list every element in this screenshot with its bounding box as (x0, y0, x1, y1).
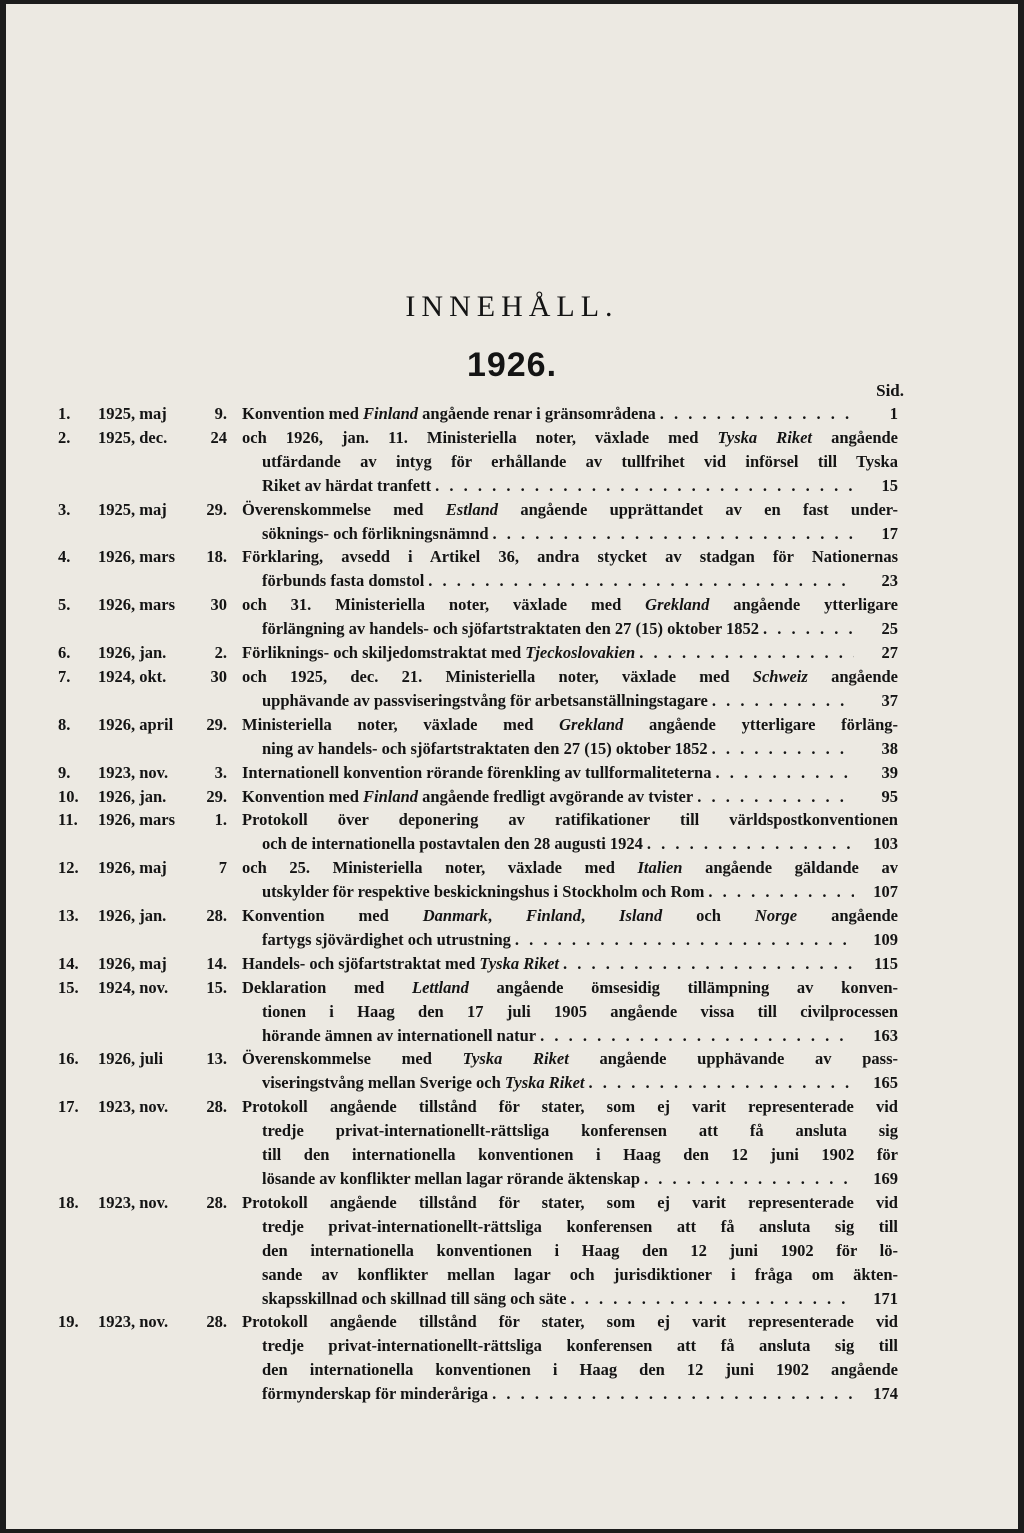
entry-date: 1926, jan. (98, 906, 167, 926)
entry-body (242, 641, 898, 665)
entry-line: lösande av konflikter mellan lagar rörande äktenskap . . . 169 (242, 1167, 898, 1191)
entry-body (242, 665, 898, 713)
contents-entry (58, 952, 898, 976)
entry-line: Förklaring, avsedd i Artikel 36, andra stycket av stadgan för Nationernas (242, 547, 898, 567)
contents-entry (58, 904, 898, 952)
entry-line: Protokoll angående tillstånd för stater, som ej varit representerade vid (242, 1097, 898, 1117)
entry-day: 29. (206, 786, 227, 806)
entry-body (242, 402, 898, 426)
entry-body (242, 545, 898, 593)
entry-day: 24 (210, 427, 227, 447)
entry-number: 8. (58, 714, 71, 734)
leader-dots (693, 785, 854, 809)
entry-body (242, 593, 898, 641)
contents-entry (58, 713, 898, 761)
entry-number: 16. (58, 1049, 79, 1069)
entry-date: 1926, juli (98, 1049, 164, 1069)
entry-body (242, 761, 898, 785)
entry-body (242, 952, 898, 976)
entry-day: 3. (214, 762, 227, 782)
contents-entry (58, 426, 898, 498)
entry-body (242, 713, 898, 761)
entry-line: Ministeriella noter, växlade med Grekland angående ytterligare förläng- (242, 714, 898, 734)
contents-entry (58, 402, 898, 426)
entry-day: 29. (206, 499, 227, 519)
entry-day: 28. (206, 1192, 227, 1212)
leader-dots (656, 402, 854, 426)
leader-dots (489, 522, 855, 546)
entry-line: tredje privat-internationellt-rättsliga konferensen att få ansluta sig (262, 1121, 898, 1141)
entry-day: 1. (214, 810, 227, 830)
entry-page: 15 (881, 475, 898, 495)
entry-page: 165 (873, 1073, 898, 1093)
entry-line: och 25. Ministeriella noter, växlade med Italien angående gäldande av (242, 858, 898, 878)
entry-number: 11. (58, 810, 78, 830)
entry-line: den internationella konventionen i Haag den 12 juni 1902 angående (262, 1360, 898, 1380)
entry-page: 174 (873, 1384, 898, 1404)
contents-entry (58, 856, 898, 904)
entry-line: förbunds fasta domstol . . . 23 (242, 569, 898, 593)
entry-number: 3. (58, 499, 71, 519)
entry-line: Överenskommelse med Estland angående upprättandet av en fast under- (242, 499, 898, 519)
entry-line: tredje privat-internationellt-rättsliga konferensen att få ansluta sig till (262, 1336, 898, 1356)
contents-entry (58, 1095, 898, 1191)
contents-entry (58, 593, 898, 641)
entry-day: 29. (206, 714, 227, 734)
leader-dots (711, 761, 854, 785)
entry-line: Protokoll angående tillstånd för stater, som ej varit representerade vid (242, 1192, 898, 1212)
entry-line: och 31. Ministeriella noter, växlade med Grekland angående ytterligare (242, 595, 898, 615)
entry-line: förlängning av handels- och sjöfartstraktaten den 27 (15) oktober 1852 . . . 25 (242, 617, 898, 641)
entry-number: 6. (58, 643, 71, 663)
leader-dots (643, 832, 854, 856)
entry-date: 1926, mars (98, 547, 175, 567)
entry-page: 115 (874, 953, 898, 973)
contents-entry (58, 545, 898, 593)
entry-page: 17 (881, 523, 898, 543)
entry-line: Protokoll angående tillstånd för stater, som ej varit representerade vid (242, 1312, 898, 1332)
entry-line: upphävande av passviseringstvång för arbetsanställningstagare . . . 37 (242, 689, 898, 713)
entry-body (242, 1095, 898, 1191)
entry-line: ning av handels- och sjöfartstraktaten den 27 (15) oktober 1852 . . . 38 (242, 737, 898, 761)
entry-page: 23 (881, 571, 898, 591)
entry-day: 28. (206, 906, 227, 926)
page-title: INNEHÅLL. (405, 290, 619, 323)
entry-line: den internationella konventionen i Haag den 12 juni 1902 för lö- (262, 1240, 898, 1260)
entry-line: sande av konflikter mellan lagar och jurisdiktioner i fråga om äkten- (262, 1264, 898, 1284)
entry-body (242, 1310, 898, 1406)
contents-list (58, 402, 898, 1406)
contents-entry (58, 1191, 898, 1311)
entry-date: 1926, maj (98, 858, 167, 878)
entry-day: 9. (214, 404, 227, 423)
entry-date: 1926, mars (98, 810, 175, 830)
entry-date: 1924, okt. (98, 666, 167, 686)
entry-line: fartygs sjövärdighet och utrustning . . . 109 (242, 928, 898, 952)
entry-line: Riket av härdat tranfett . . . 15 (242, 474, 898, 498)
contents-entry (58, 498, 898, 546)
entry-line: tredje privat-internationellt-rättsliga konferensen att få ansluta sig till (262, 1216, 898, 1236)
entry-date: 1925, dec. (98, 427, 168, 447)
entry-day: 28. (206, 1097, 227, 1117)
entry-day: 2. (214, 643, 227, 663)
entry-date: 1926, jan. (98, 643, 167, 663)
entry-page: 27 (881, 643, 898, 663)
entry-number: 4. (58, 547, 71, 567)
leader-dots (708, 689, 854, 713)
entry-line: Förliknings- och skiljedomstraktat med Tjeckoslovakien . . . 27 (242, 641, 898, 665)
entry-number: 18. (58, 1192, 79, 1212)
entry-page: 103 (873, 834, 898, 854)
page-column-header: Sid. (876, 381, 904, 400)
entry-page: 95 (881, 786, 898, 806)
entry-line: Protokoll över deponering av ratifikationer till världspostkonventionen (242, 810, 898, 830)
entry-number: 9. (58, 762, 71, 782)
entry-line: Konvention med Finland angående renar i gränsområdena . . . 1 (242, 402, 898, 426)
contents-entry (58, 1047, 898, 1095)
entry-date: 1923, nov. (98, 1312, 169, 1332)
entry-line: Konvention med Finland angående fredligt avgörande av tvister . . . 95 (242, 785, 898, 809)
entry-day: 28. (206, 1312, 227, 1332)
entry-page: 37 (881, 690, 898, 710)
entry-body (242, 426, 898, 498)
entry-body (242, 856, 898, 904)
leader-dots (585, 1071, 855, 1095)
entry-number: 10. (58, 786, 79, 806)
entry-date: 1924, nov. (98, 977, 169, 997)
entry-date: 1926, jan. (98, 786, 167, 806)
entry-line: Överenskommelse med Tyska Riket angående upphävande av pass- (242, 1049, 898, 1069)
entry-day: 18. (206, 547, 227, 567)
contents-entry (58, 761, 898, 785)
entry-line: och de internationella postavtalen den 28 augusti 1924 . . . 103 (242, 832, 898, 856)
entry-line: söknings- och förlikningsnämnd . . . 17 (242, 522, 898, 546)
entry-line: Deklaration med Lettland angående ömsesidig tillämpning av konven- (242, 977, 898, 997)
entry-page: 169 (873, 1169, 898, 1188)
entry-line: utskylder för respektive beskickningshus i Stockholm och Rom . . . 107 (242, 880, 898, 904)
entry-page: 1 (889, 404, 898, 423)
entry-number: 17. (58, 1097, 79, 1117)
entry-body (242, 808, 898, 856)
entry-number: 7. (58, 666, 71, 686)
leader-dots (424, 569, 854, 593)
entry-body (242, 904, 898, 952)
entry-date: 1925, maj (98, 499, 167, 519)
entry-page: 107 (873, 882, 898, 902)
entry-line: förmynderskap för minderåriga . . . 174 (242, 1382, 898, 1406)
entry-body (242, 498, 898, 546)
entry-day: 30 (210, 595, 227, 615)
contents-entry (58, 641, 898, 665)
entry-body (242, 785, 898, 809)
entry-number: 13. (58, 906, 79, 926)
entry-day: 7 (218, 858, 227, 878)
entry-body (242, 1191, 898, 1311)
entry-line: till den internationella konventionen i Haag den 12 juni 1902 för (262, 1145, 898, 1165)
entry-number: 14. (58, 953, 79, 973)
entry-date: 1925, maj (98, 404, 167, 423)
contents-entry (58, 785, 898, 809)
entry-day: 14. (206, 953, 227, 973)
leader-dots (536, 1024, 854, 1048)
entry-day: 15. (206, 977, 227, 997)
entry-number: 15. (58, 977, 79, 997)
leader-dots (511, 928, 854, 952)
leader-dots (566, 1287, 854, 1311)
entry-number: 1. (58, 404, 71, 423)
contents-entry (58, 976, 898, 1048)
entry-number: 12. (58, 858, 79, 878)
entry-date: 1923, nov. (98, 762, 169, 782)
entry-page: 171 (873, 1288, 898, 1308)
entry-page: 109 (873, 929, 898, 949)
entry-number: 19. (58, 1312, 79, 1332)
leader-dots (635, 641, 854, 665)
entry-date: 1926, mars (98, 595, 175, 615)
entry-date: 1923, nov. (98, 1097, 169, 1117)
leader-dots (759, 617, 854, 641)
entry-line: Internationell konvention rörande förenkling av tullformaliteterna . . . 39 (242, 761, 898, 785)
entry-line: Konvention med Danmark, Finland, Island och Norge angående (242, 906, 899, 926)
leader-dots (431, 474, 854, 498)
entry-line: skapsskillnad och skillnad till säng och säte . . . 171 (242, 1287, 898, 1311)
entry-page: 38 (881, 738, 898, 758)
contents-entry (58, 808, 898, 856)
entry-date: 1923, nov. (98, 1192, 169, 1212)
entry-body (242, 976, 898, 1048)
entry-line: tionen i Haag den 17 juli 1905 angående vissa till civilprocessen (262, 1001, 898, 1021)
entry-line: och 1925, dec. 21. Ministeriella noter, växlade med Schweiz angående (242, 666, 898, 686)
entry-page: 163 (873, 1025, 898, 1045)
entry-line: utfärdande av intyg för erhållande av tullfrihet vid införsel till Tyska (262, 451, 898, 471)
document-page (6, 4, 1018, 1529)
leader-dots (704, 880, 854, 904)
entry-number: 2. (58, 427, 71, 447)
entry-body (242, 1047, 898, 1095)
leader-dots (559, 952, 854, 976)
entry-number: 5. (58, 595, 71, 615)
entry-line: hörande ämnen av internationell natur . . . 163 (242, 1024, 898, 1048)
leader-dots (488, 1382, 854, 1406)
entry-day: 13. (206, 1049, 227, 1069)
leader-dots (708, 737, 854, 761)
entry-page: 25 (881, 619, 898, 639)
contents-entry (58, 665, 898, 713)
entry-line: Handels- och sjöfartstraktat med Tyska Riket . . . 115 (242, 952, 898, 976)
entry-line: viseringstvång mellan Sverige och Tyska Riket . . . 165 (242, 1071, 898, 1095)
entry-day: 30 (210, 666, 227, 686)
leader-dots (640, 1167, 854, 1191)
entry-page: 39 (881, 762, 898, 782)
entry-date: 1926, april (98, 714, 174, 734)
entry-date: 1926, maj (98, 953, 167, 973)
year-heading: 1926. (466, 346, 558, 384)
contents-entry (58, 1310, 898, 1406)
entry-line: och 1926, jan. 11. Ministeriella noter, växlade med Tyska Riket angående (242, 427, 898, 447)
